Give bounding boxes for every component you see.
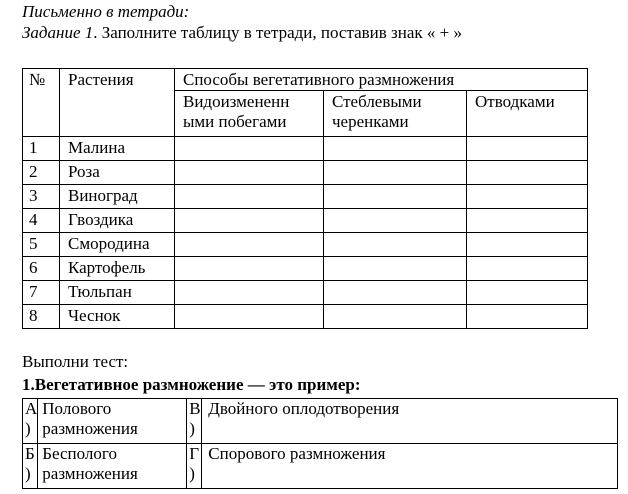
table-row: [23, 305, 588, 329]
answer-cell[interactable]: [324, 233, 467, 257]
answer-cell[interactable]: [467, 281, 588, 305]
table-row: [23, 161, 588, 185]
row-num: 8: [23, 305, 60, 329]
answer-cell[interactable]: [324, 305, 467, 329]
table-row: [23, 209, 588, 233]
option-v[interactable]: Двойного оплодотворения: [202, 399, 618, 444]
answer-cell[interactable]: [324, 161, 467, 185]
row-plant: Виноград: [60, 185, 175, 209]
answer-cell[interactable]: [467, 209, 588, 233]
answer-cell[interactable]: [467, 137, 588, 161]
answer-cell[interactable]: [467, 257, 588, 281]
answer-cell[interactable]: [175, 257, 324, 281]
test-options-table: [22, 398, 618, 489]
row-num: 6: [23, 257, 60, 281]
option-letter-g: Г ): [187, 444, 202, 489]
row-plant: Тюльпан: [60, 281, 175, 305]
option-b[interactable]: Бесполого размножения: [38, 444, 187, 489]
row-plant: Гвоздика: [60, 209, 175, 233]
option-letter-v: В ): [187, 399, 202, 444]
row-num: 7: [23, 281, 60, 305]
answer-cell[interactable]: [175, 161, 324, 185]
answer-cell[interactable]: [467, 305, 588, 329]
answer-cell[interactable]: [175, 233, 324, 257]
options-row: [23, 444, 618, 489]
test-intro: Выполни тест:: [22, 352, 129, 371]
table-row: [23, 233, 588, 257]
instruction-title: Письменно в тетради:: [22, 2, 190, 21]
answer-cell[interactable]: [175, 281, 324, 305]
row-plant: Смородина: [60, 233, 175, 257]
subheader-modified-shoots: Видоизмененн ыми побегами: [175, 91, 324, 137]
option-a[interactable]: Полового размножения: [38, 399, 187, 444]
row-num: 2: [23, 161, 60, 185]
answer-cell[interactable]: [324, 257, 467, 281]
task-text: . Заполните таблицу в тетради, поставив знак « + »: [93, 23, 462, 42]
table-row: [23, 185, 588, 209]
table-row: [23, 137, 588, 161]
subheader-layering: Отводками: [467, 91, 588, 137]
row-plant: Роза: [60, 161, 175, 185]
answer-cell[interactable]: [324, 209, 467, 233]
row-plant: Малина: [60, 137, 175, 161]
row-num: 4: [23, 209, 60, 233]
header-num: №: [23, 69, 60, 137]
task-label: Задание 1: [22, 23, 94, 42]
option-letter-b: Б ): [23, 444, 38, 489]
plants-table: [22, 68, 588, 329]
answer-cell[interactable]: [467, 185, 588, 209]
answer-cell[interactable]: [324, 137, 467, 161]
answer-cell[interactable]: [467, 233, 588, 257]
row-plant: Чеснок: [60, 305, 175, 329]
options-row: [23, 399, 618, 444]
answer-cell[interactable]: [175, 185, 324, 209]
answer-cell[interactable]: [175, 305, 324, 329]
answer-cell[interactable]: [175, 137, 324, 161]
table-row: [23, 257, 588, 281]
task-line: [22, 23, 462, 43]
header-methods: Способы вегетативного размножения: [175, 69, 588, 91]
answer-cell[interactable]: [324, 281, 467, 305]
row-num: 3: [23, 185, 60, 209]
table-header-row: [23, 69, 588, 91]
header-plant: Растения: [60, 69, 175, 137]
answer-cell[interactable]: [175, 209, 324, 233]
option-g[interactable]: Спорового размножения: [202, 444, 618, 489]
answer-cell[interactable]: [324, 185, 467, 209]
option-letter-a: А ): [23, 399, 38, 444]
row-plant: Картофель: [60, 257, 175, 281]
row-num: 5: [23, 233, 60, 257]
row-num: 1: [23, 137, 60, 161]
answer-cell[interactable]: [467, 161, 588, 185]
table-row: [23, 281, 588, 305]
subheader-stem-cuttings: Стеблевыми черенками: [324, 91, 467, 137]
test-question: 1.Вегетативное размножение — это пример:: [22, 375, 361, 394]
